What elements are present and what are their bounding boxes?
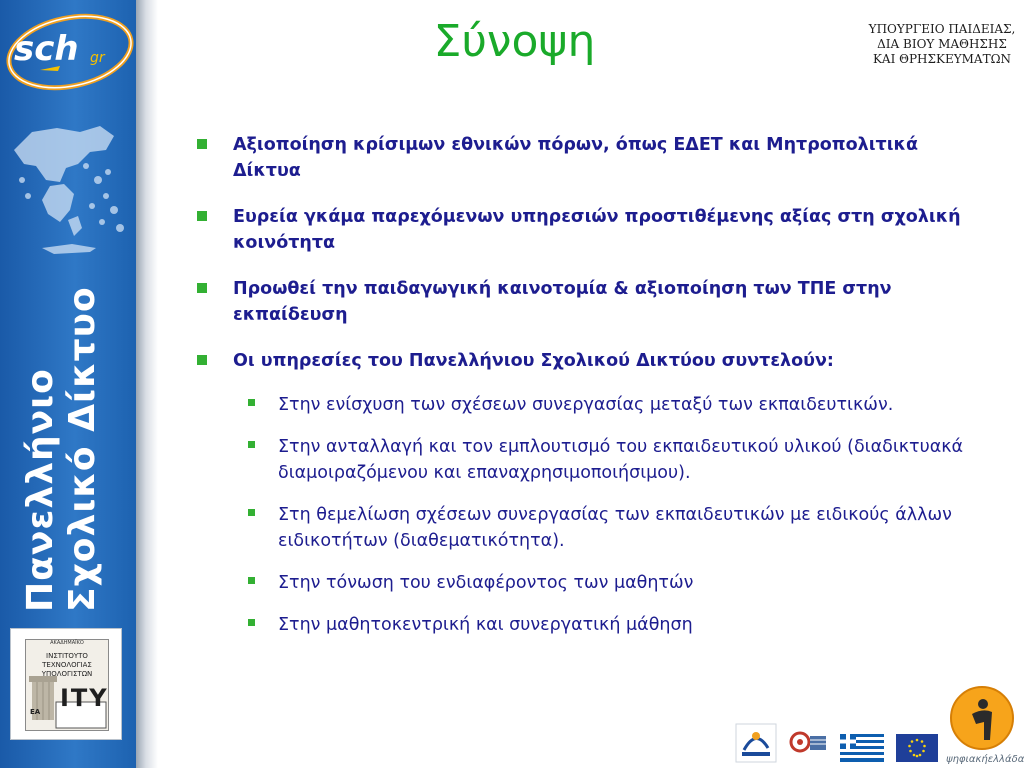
list-item (196, 348, 986, 374)
sub-list-item (242, 434, 986, 486)
list-item (196, 276, 986, 328)
small-square-bullet-icon (248, 441, 255, 448)
olympic-logo-icon[interactable] (734, 722, 778, 764)
sub-list-item-text: Στην ανταλλαγή και τον εμπλουτισμό του εκπαιδευτικού υλικού (διαδικτυακά διαμοιραζόμενου και επαναχρησιμοποιήσιμου). (278, 437, 964, 483)
sub-list-item (242, 570, 986, 596)
list-item-text: Οι υπηρεσίες του Πανελλήνιου Σχολικού Δικτύου συντελούν: (233, 351, 834, 371)
ministry-line2: ΔΙΑ ΒΙΟΥ ΜΑΘΗΣΗΣ (877, 37, 1007, 51)
ministry-line3: ΚΑΙ ΘΡΗΣΚΕΥΜΑΤΩΝ (872, 52, 1012, 66)
ministry-line1: ΥΠΟΥΡΓΕΙΟ ΠΑΙΔΕΙΑΣ, (868, 22, 1016, 36)
ity-name-line3: ΥΠΟΛΟΓΙΣΤΩΝ (41, 670, 93, 678)
sub-list-item (242, 612, 986, 638)
ity-big-label: ΙΤΥ (60, 684, 109, 712)
eu-flag-icon (896, 734, 938, 762)
ity-ea-label: ΕΑ (30, 708, 41, 716)
ity-name (32, 652, 102, 679)
small-square-bullet-icon (248, 509, 255, 516)
small-square-bullet-icon (248, 619, 255, 626)
footer-logos (720, 680, 1024, 768)
square-bullet-icon (197, 211, 207, 221)
digital-greece-logo[interactable] (946, 682, 1024, 768)
vertical-title (20, 286, 104, 612)
bullet-list (196, 132, 986, 654)
sub-list-item (242, 392, 986, 418)
ity-name-line1: ΙΝΣΤΙΤΟΥΤΟ (46, 652, 88, 660)
ity-small-label: ΑΚΑΔΗΜΑΪΚΟ (50, 640, 84, 646)
square-bullet-icon (197, 283, 207, 293)
sidebar (0, 0, 136, 768)
ity-name-line2: ΤΕΧΝΟΛΟΓΙΑΣ (42, 661, 92, 669)
list-item (196, 204, 986, 256)
square-bullet-icon (197, 139, 207, 149)
sub-list-item-text: Στην μαθητοκεντρική και συνεργατική μάθηση (278, 615, 693, 635)
ity-logo-panel (25, 639, 109, 731)
list-item (196, 132, 986, 184)
small-square-bullet-icon (248, 399, 255, 406)
list-item-text: Ευρεία γκάμα παρεχόμενων υπηρεσιών προστιθέμενης αξίας στη σχολική κοινότητα (233, 207, 961, 253)
sub-list-item-text: Στην ενίσχυση των σχέσεων συνεργασίας μεταξύ των εκπαιδευτικών. (278, 395, 894, 415)
sub-list-item-text: Στην τόνωση του ενδιαφέροντος των μαθητών (278, 573, 694, 593)
list-item-text: Αξιοποίηση κρίσιμων εθνικών πόρων, όπως ΕΔΕΤ και Μητροπολιτικά Δίκτυα (233, 135, 918, 181)
vertical-title-line1: Πανελλήνιο (20, 368, 61, 612)
sub-list-item-text: Στη θεμελίωση σχέσεων συνεργασίας των εκπαιδευτικών με ειδικούς άλλων ειδικοτήτων (διαθεματικότητα). (278, 505, 952, 551)
ity-logo[interactable] (10, 628, 122, 740)
sch-logo-text: sch (14, 29, 79, 69)
at-sign-logo-icon[interactable] (788, 728, 828, 758)
list-item-text: Προωθεί την παιδαγωγική καινοτομία & αξιοποίηση των ΤΠΕ στην εκπαίδευση (233, 279, 892, 325)
sch-logo-suffix: gr (90, 50, 105, 66)
page-title: Σύνοψη (433, 16, 596, 67)
sidebar-shadow (136, 0, 158, 768)
vertical-title-line2: Σχολικό Δίκτυο (62, 286, 103, 612)
greece-map-icon (2, 110, 132, 260)
sub-list-item (242, 502, 986, 554)
greek-flag-icon (840, 734, 884, 762)
small-square-bullet-icon (248, 577, 255, 584)
square-bullet-icon (197, 355, 207, 365)
ministry-heading (866, 22, 1018, 67)
digital-greece-label: ψηφιακήελλάδα (946, 754, 1024, 765)
